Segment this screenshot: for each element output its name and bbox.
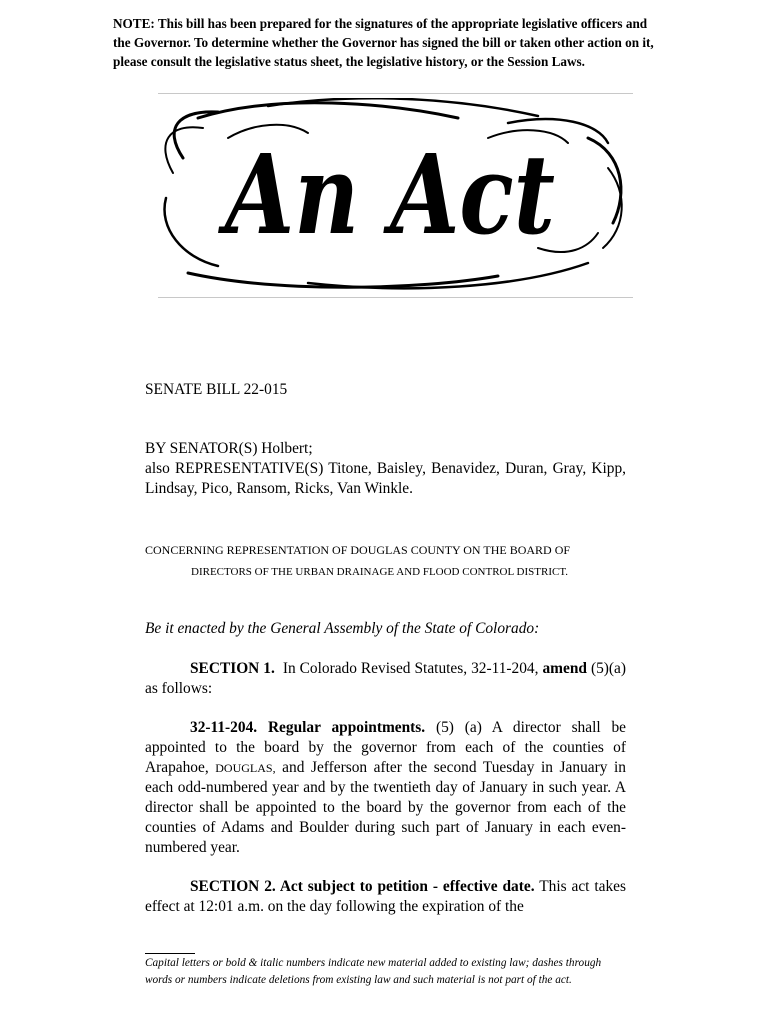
section-2: [145, 877, 626, 917]
section-1-text: In Colorado Revised Statutes, 32-11-204,: [282, 660, 539, 677]
an-act-title: An Act: [217, 130, 556, 259]
governor-signature-note: NOTE: This bill has been prepared for the signatures of the appropriate legislative officers and the Governor. To determine whether the Governor has signed the bill or taken other action on it, please consult the legislative status sheet, the legislative history, or the Session Laws.: [113, 16, 654, 69]
bill-number: SENATE BILL 22-015: [145, 381, 288, 398]
bill-title: [145, 539, 626, 583]
bill-title-line-2: DIRECTORS OF THE URBAN DRAINAGE AND FLOOD CONTROL DISTRICT.: [191, 566, 568, 578]
footnote-rule: [145, 953, 195, 954]
bill-title-line-1: CONCERNING REPRESENTATION OF DOUGLAS COUNTY ON THE BOARD OF: [145, 543, 571, 557]
statute-text-2: and Jefferson after the second Tuesday in January in each odd-numbered year and by the twentieth day of January in such year. A director shall be appointed to the board by the governor from each of the counties of Adams and Boulder during such part of January in each even-numbered year.: [145, 759, 626, 856]
footnote: Capital letters or bold & italic numbers indicate new material added to existing law; dashes through words or numbers indicate deletions from existing law and such material is not part of the act.: [145, 957, 602, 986]
section-1-text-end: (5)(a) as follows:: [145, 660, 626, 697]
an-act-flourish: [158, 98, 633, 294]
senate-sponsors: BY SENATOR(S) Holbert;: [145, 440, 313, 457]
section-1: [145, 659, 626, 699]
banner-top-rule: [158, 93, 633, 94]
statute-text-1: (5) (a) A director shall be appointed to the board by the governor from each of the counties of Arapahoe,: [145, 719, 626, 776]
section-2-text: This act takes effect at 12:01 a.m. on the day following the expiration of the: [145, 878, 626, 915]
inserted-county: DOUGLAS,: [215, 761, 276, 775]
statute-heading: 32-11-204. Regular appointments.: [190, 719, 426, 736]
section-1-heading: SECTION 1.: [190, 660, 275, 677]
statute-text: [145, 718, 626, 858]
an-act-banner: [158, 98, 633, 294]
enacting-clause: Be it enacted by the General Assembly of the State of Colorado:: [145, 620, 540, 637]
sponsors: [145, 439, 626, 499]
amend-keyword: amend: [542, 660, 587, 677]
section-2-heading: SECTION 2. Act subject to petition - effective date.: [190, 878, 535, 895]
banner-bottom-rule: [158, 297, 633, 298]
house-sponsors: also REPRESENTATIVE(S) Titone, Baisley, Benavidez, Duran, Gray, Kipp, Lindsay, Pico, Ransom, Ricks, Van Winkle.: [145, 460, 626, 497]
